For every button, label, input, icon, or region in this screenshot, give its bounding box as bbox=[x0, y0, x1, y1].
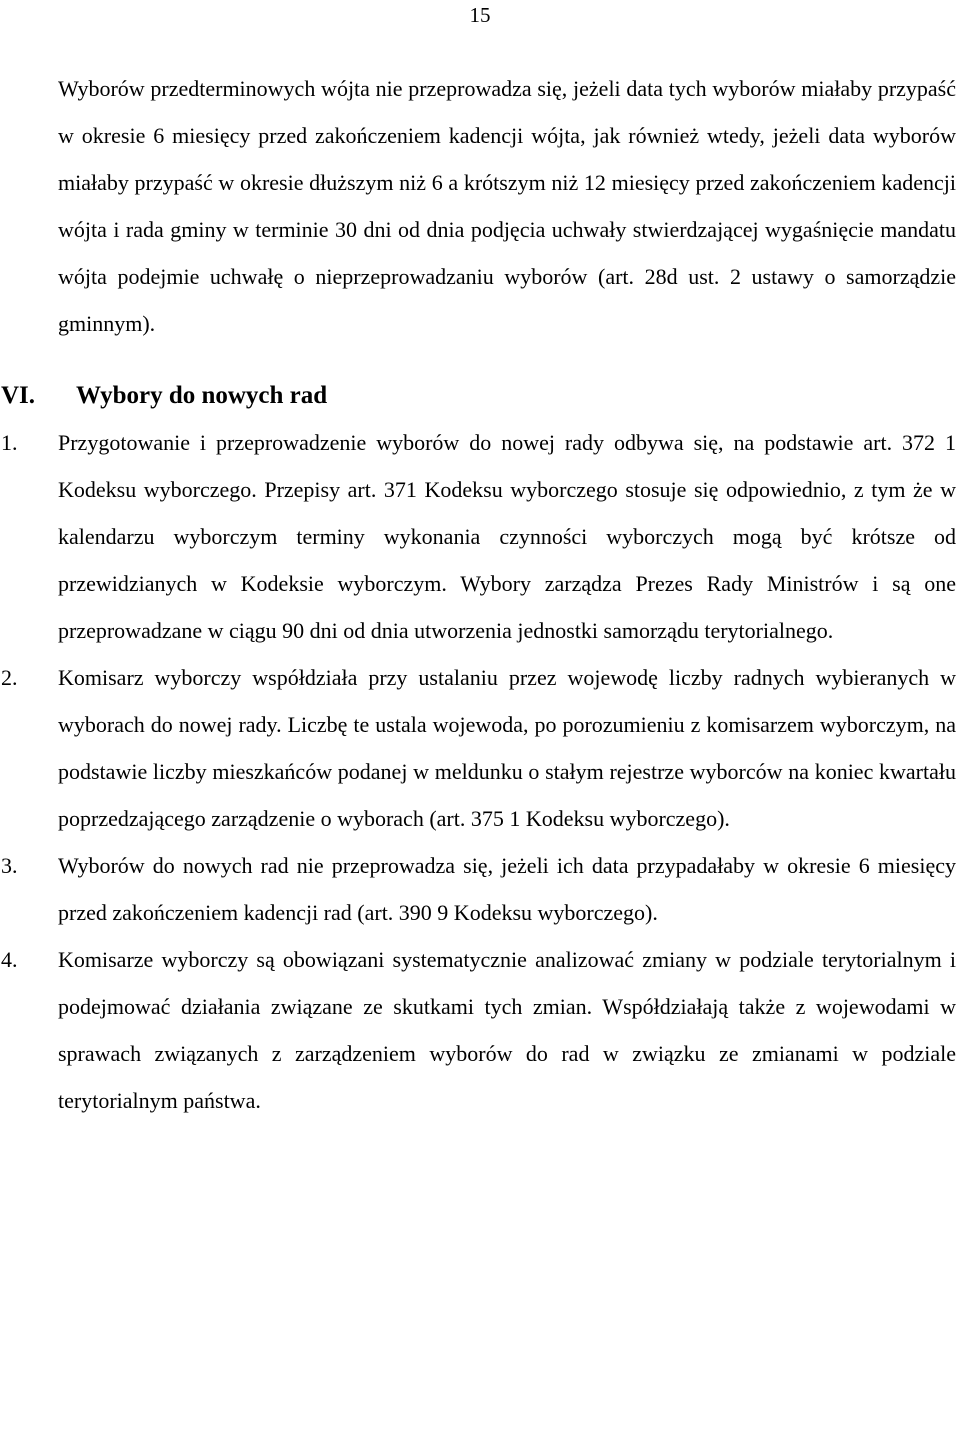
intro-paragraph: Wyborów przedterminowych wójta nie przeprowadza się, jeżeli data tych wyborów miałaby przypaść w okresie 6 miesięcy przed zakończeniem kadencji wójta, jak również wtedy, jeżeli data wyborów miałaby przypaść w okresie dłuższym niż 6 a krótszym niż 12 miesięcy przed zakończeniem kadencji wójta i rada gminy w terminie 30 dni od dnia podjęcia uchwały stwierdzającej wygaśnięcie mandatu wójta podejmie uchwałę o nieprzeprowadzaniu wyborów (art. 28d ust. 2 ustawy o samorządzie gminnym). bbox=[58, 76, 956, 336]
list-item bbox=[1, 419, 956, 654]
section-title: Wybory do nowych rad bbox=[76, 382, 328, 409]
list-item bbox=[1, 842, 956, 936]
document-body bbox=[1, 65, 956, 1124]
section-number: VI. bbox=[1, 382, 36, 409]
section-heading bbox=[1, 372, 956, 419]
list-item-number: 3. bbox=[1, 853, 18, 878]
numbered-list bbox=[1, 419, 956, 1124]
list-item-number: 2. bbox=[1, 665, 18, 690]
list-item-number: 1. bbox=[1, 430, 18, 455]
list-item-text: Komisarz wyborczy współdziała przy ustalaniu przez wojewodę liczby radnych wybieranych w wyborach do nowej rady. Liczbę te ustala wojewoda, po porozumieniu z komisarzem wyborczym, na podstawie liczby mieszkańców podanej w meldunku o stałym rejestrze wyborców na koniec kwartału poprzedzającego zarządzenie o wyborach (art. 375 1 Kodeksu wyborczego). bbox=[58, 665, 956, 831]
page-number: 15 bbox=[469, 3, 491, 27]
list-item bbox=[1, 936, 956, 1124]
list-item bbox=[1, 654, 956, 842]
list-item-text: Przygotowanie i przeprowadzenie wyborów do nowej rady odbywa się, na podstawie art. 372 1 Kodeksu wyborczego. Przepisy art. 371 Kodeksu wyborczego stosuje się odpowiednio, z tym że w kalendarzu wyborczym terminy wykonania czynności wyborczych mogą być krótsze od przewidzianych w Kodeksie wyborczym. Wybory zarządza Prezes Rady Ministrów i są one przeprowadzane w ciągu 90 dni od dnia utworzenia jednostki samorządu terytorialnego. bbox=[58, 430, 956, 643]
list-item-text: Wyborów do nowych rad nie przeprowadza się, jeżeli ich data przypadałaby w okresie 6 miesięcy przed zakończeniem kadencji rad (art. 390 9 Kodeksu wyborczego). bbox=[58, 853, 956, 925]
list-item-number: 4. bbox=[1, 947, 18, 972]
list-item-text: Komisarze wyborczy są obowiązani systematycznie analizować zmiany w podziale terytorialnym i podejmować działania związane ze skutkami tych zmian. Współdziałają także z wojewodami w sprawach związanych z zarządzeniem wyborów do rad w związku ze zmianami w podziale terytorialnym państwa. bbox=[58, 947, 956, 1113]
